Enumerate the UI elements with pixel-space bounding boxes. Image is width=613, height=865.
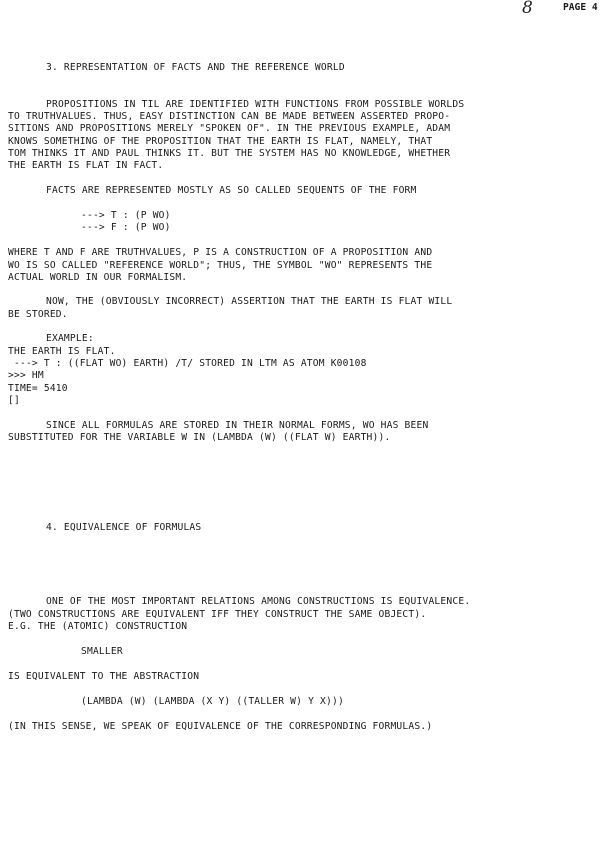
s3-para4-line: NOW, THE (OBVIOUSLY INCORRECT) ASSERTION THAT THE EARTH IS FLAT WILL — [46, 296, 453, 307]
s4-para1-line: (TWO CONSTRUCTIONS ARE EQUIVALENT IFF THEY CONSTRUCT THE SAME OBJECT). — [8, 609, 427, 620]
example-line: [] — [8, 395, 20, 406]
page-label: PAGE 4 — [563, 2, 598, 13]
s3-para1-line: PROPOSITIONS IN TIL ARE IDENTIFIED WITH FUNCTIONS FROM POSSIBLE WORLDS — [46, 99, 465, 110]
s4-closing: (IN THIS SENSE, WE SPEAK OF EQUIVALENCE OF THE CORRESPONDING FORMULAS.) — [8, 721, 433, 732]
s3-para3-line: WHERE T AND F ARE TRUTHVALUES, P IS A CONSTRUCTION OF A PROPOSITION AND — [8, 247, 433, 258]
section-3-heading: 3. REPRESENTATION OF FACTS AND THE REFERENCE WORLD — [46, 62, 345, 73]
sequent-true: ---> T : (P WO) — [81, 210, 171, 221]
handwritten-page-number: 8 — [522, 0, 533, 18]
s3-para1-line: TO TRUTHVALUES. THUS, EASY DISTINCTION CAN BE MADE BETWEEN ASSERTED PROPO- — [8, 111, 451, 122]
s4-para1-line: E.G. THE (ATOMIC) CONSTRUCTION — [8, 621, 188, 632]
example-line: >>> HM — [8, 370, 44, 381]
s3-para2: FACTS ARE REPRESENTED MOSTLY AS SO CALLED SEQUENTS OF THE FORM — [46, 185, 417, 196]
s4-para1-line: ONE OF THE MOST IMPORTANT RELATIONS AMONG CONSTRUCTIONS IS EQUIVALENCE. — [46, 596, 471, 607]
example-label: EXAMPLE: — [46, 333, 94, 344]
s3-para1-line: TOM THINKS IT AND PAUL THINKS IT. BUT THE SYSTEM HAS NO KNOWLEDGE, WHETHER — [8, 148, 451, 159]
example-line: ---> T : ((FLAT WO) EARTH) /T/ STORED IN LTM AS ATOM K00108 — [8, 358, 367, 369]
s4-line2: IS EQUIVALENT TO THE ABSTRACTION — [8, 671, 200, 682]
s3-para3-line: WO IS SO CALLED "REFERENCE WORLD"; THUS, THE SYMBOL "WO" REPRESENTS THE — [8, 260, 433, 271]
s3-para4-line: BE STORED. — [8, 309, 68, 320]
s3-para1-line: THE EARTH IS FLAT IN FACT. — [8, 160, 164, 171]
sequent-false: ---> F : (P WO) — [81, 222, 171, 233]
term-smaller: SMALLER — [81, 646, 123, 657]
s3-para3-line: ACTUAL WORLD IN OUR FORMALISM. — [8, 272, 188, 283]
s3-para5-line: SUBSTITUTED FOR THE VARIABLE W IN (LAMBDA (W) ((FLAT W) EARTH)). — [8, 432, 391, 443]
s3-para5-line: SINCE ALL FORMULAS ARE STORED IN THEIR NORMAL FORMS, WO HAS BEEN — [46, 420, 429, 431]
example-line: THE EARTH IS FLAT. — [8, 346, 116, 357]
section-4-heading: 4. EQUIVALENCE OF FORMULAS — [46, 522, 202, 533]
s3-para1-line: KNOWS SOMETHING OF THE PROPOSITION THAT THE EARTH IS FLAT, NAMELY, THAT — [8, 136, 433, 147]
abstraction-formula: (LAMBDA (W) (LAMBDA (X Y) ((TALLER W) Y X))) — [81, 696, 344, 707]
s3-para1-line: SITIONS AND PROPOSITIONS MERELY "SPOKEN OF". IN THE PREVIOUS EXAMPLE, ADAM — [8, 123, 451, 134]
example-line: TIME= 5410 — [8, 383, 68, 394]
